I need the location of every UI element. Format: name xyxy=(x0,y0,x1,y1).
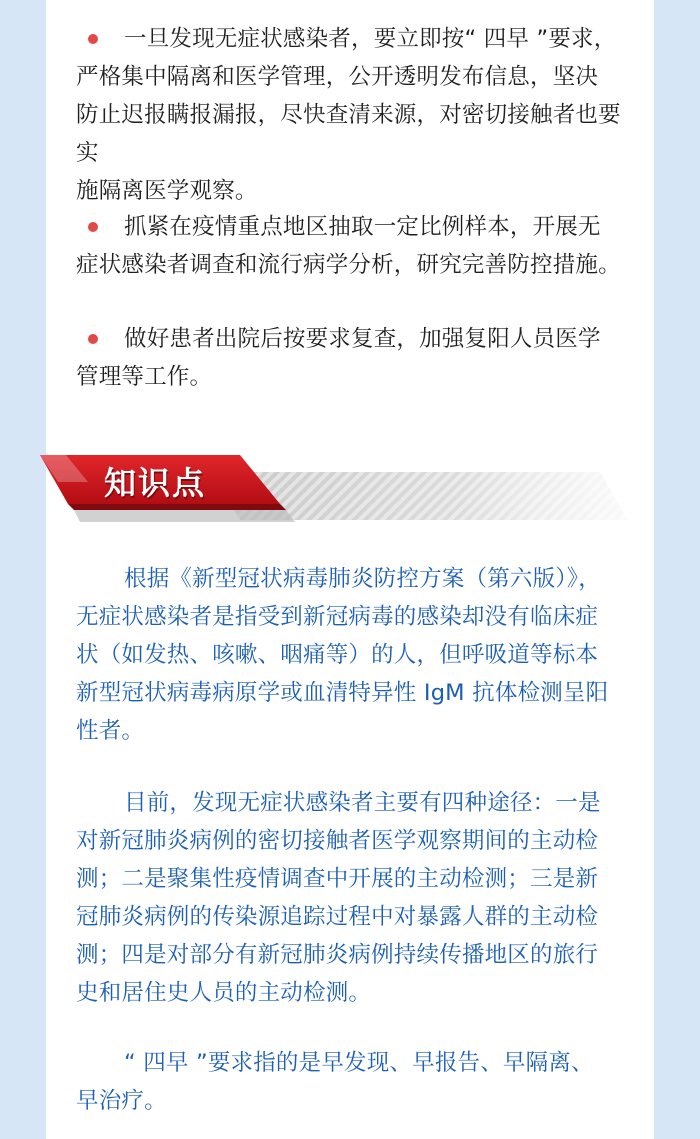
bullet-text: 一旦发现无症状感染者，要立即按“ 四早 ”要求， xyxy=(124,26,617,52)
paragraph-line: 对新冠肺炎病例的密切接触者医学观察期间的主动检 xyxy=(76,828,599,854)
paragraph-line: 新型冠状病毒病原学或血清特异性 IgM 抗体检测呈阳 xyxy=(76,680,609,706)
bullet-item-report xyxy=(76,20,636,210)
bullet-line: 严格集中隔离和医学管理，公开透明发布信息，坚决 xyxy=(76,64,599,90)
bullet-line xyxy=(76,208,636,246)
bullet-lead xyxy=(76,208,124,246)
bullet-line: 管理等工作。 xyxy=(76,364,213,390)
bullet-text: 抓紧在疫情重点地区抽取一定比例样本，开展无 xyxy=(124,214,601,240)
paragraph-line: 测；四是对部分有新冠肺炎病例持续传播地区的旅行 xyxy=(76,942,599,968)
bullet-dot-icon xyxy=(88,222,98,232)
knowledge-paragraph-channels xyxy=(76,784,634,1012)
paragraph-line: 目前，发现无症状感染者主要有四种途径：一是 xyxy=(124,790,601,816)
paragraph-line: 根据《新型冠状病毒肺炎防控方案（第六版）》， xyxy=(124,566,601,592)
bullet-item-discharge xyxy=(76,320,636,396)
bullet-line: 防止迟报瞒报漏报，尽快查清来源，对密切接触者也要实 xyxy=(76,102,621,166)
paragraph-line: 无症状感染者是指受到新冠病毒的感染却没有临床症 xyxy=(76,604,599,630)
bullet-dot-icon xyxy=(88,334,98,344)
paragraph-line: 性者。 xyxy=(76,718,145,744)
bullet-dot-icon xyxy=(88,34,98,44)
paragraph-line: 测；二是聚集性疫情调查中开展的主动检测；三是新 xyxy=(76,866,599,892)
paragraph-line: 状（如发热、咳嗽、咽痛等）的人，但呼吸道等标本 xyxy=(76,642,599,668)
bullet-line: 施隔离医学观察。 xyxy=(76,178,258,204)
knowledge-banner xyxy=(40,452,630,524)
bullet-item-sampling xyxy=(76,208,636,284)
bullet-text: 做好患者出院后按要求复查，加强复阳人员医学 xyxy=(124,326,601,352)
bullet-line xyxy=(76,320,636,358)
knowledge-paragraph-definition xyxy=(76,560,634,750)
bullet-lead xyxy=(76,320,124,358)
paragraph-line: 史和居住史人员的主动检测。 xyxy=(76,980,372,1006)
knowledge-paragraph-four-early xyxy=(76,1044,634,1120)
knowledge-title: 知识点 xyxy=(104,464,207,502)
paragraph-line: 早治疗。 xyxy=(76,1088,167,1114)
bullet-lead xyxy=(76,20,124,58)
paragraph-line: 冠肺炎病例的传染源追踪过程中对暴露人群的主动检 xyxy=(76,904,599,930)
bullet-line: 症状感染者调查和流行病学分析，研究完善防控措施。 xyxy=(76,252,621,278)
bullet-line xyxy=(76,20,636,58)
paragraph-line: “ 四早 ”要求指的是早发现、早报告、早隔离、 xyxy=(124,1050,594,1076)
